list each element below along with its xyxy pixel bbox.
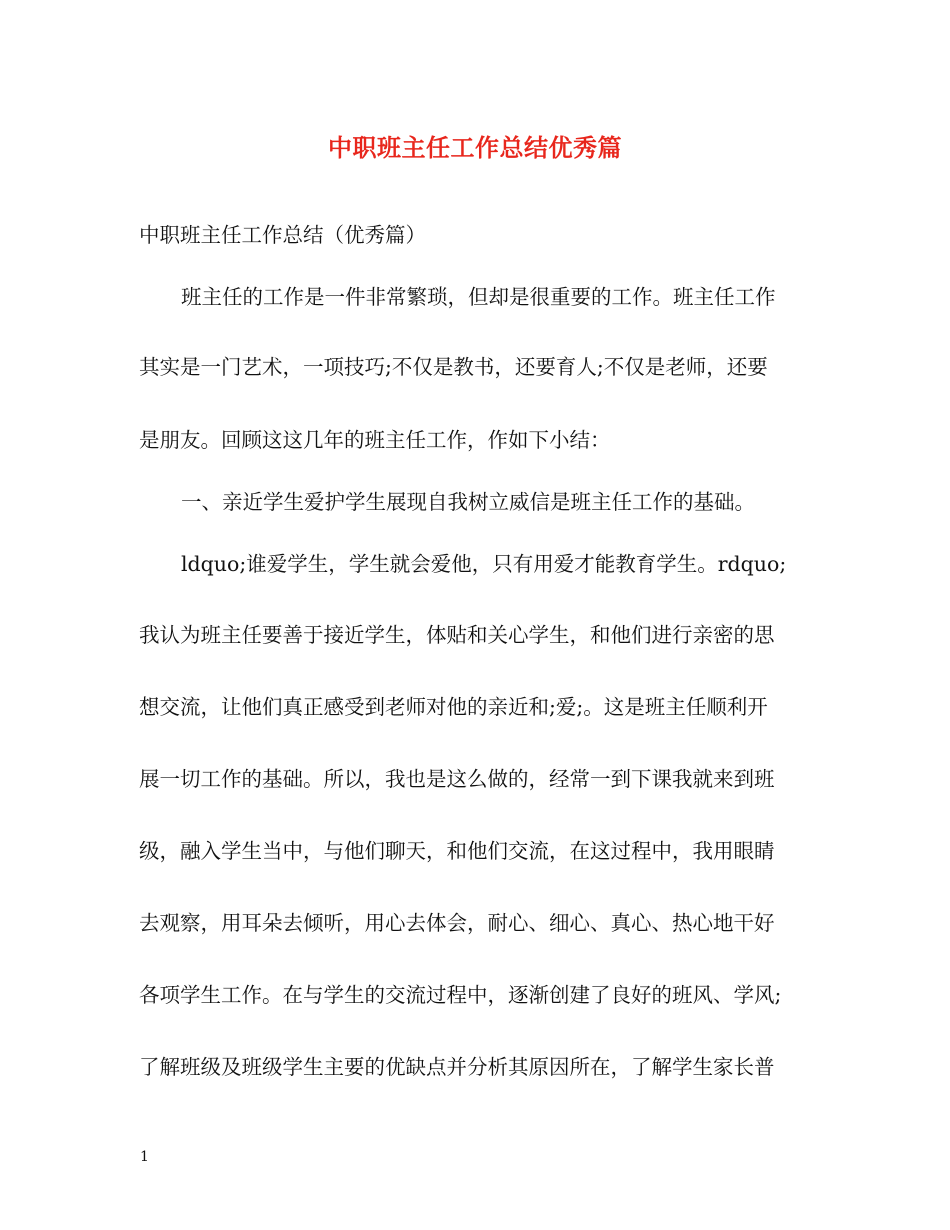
paragraph-line: 级，融入学生当中，与他们聊天，和他们交流，在这过程中，我用眼睛 (139, 839, 775, 863)
section-heading: 一、亲近学生爱护学生展现自我树立威信是班主任工作的基础。 (181, 490, 755, 514)
paragraph-line: 我认为班主任要善于接近学生，体贴和关心学生，和他们进行亲密的思 (139, 623, 775, 647)
paragraph-line: 想交流，让他们真正感受到老师对他的亲近和;爱;。这是班主任顺利开 (139, 695, 768, 719)
paragraph-line: 各项学生工作。在与学生的交流过程中，逐渐创建了良好的班风、学风; (139, 983, 782, 1007)
paragraph-line: 班主任的工作是一件非常繁琐，但却是很重要的工作。班主任工作 (181, 285, 776, 309)
paragraph-line: 是朋友。回顾这这几年的班主任工作，作如下小结： (139, 428, 611, 452)
paragraph-line: 了解班级及班级学生主要的优缺点并分析其原因所在，了解学生家长普 (139, 1055, 775, 1079)
paragraph-line: 其实是一门艺术，一项技巧;不仅是教书，还要育人;不仅是老师，还要 (139, 355, 768, 379)
paragraph-line: 展一切工作的基础。所以，我也是这么做的，经常一到下课我就来到班 (139, 767, 775, 791)
paragraph-line: 去观察，用耳朵去倾听，用心去体会，耐心、细心、真心、热心地干好 (139, 911, 775, 935)
paragraph-line: ldquo;谁爱学生，学生就会爱他，只有用爱才能教育学生。rdquo; (181, 552, 787, 576)
document-title: 中职班主任工作总结优秀篇 (328, 133, 622, 162)
document-subtitle: 中职班主任工作总结（优秀篇） (139, 223, 426, 247)
page-number: 1 (140, 1149, 149, 1165)
